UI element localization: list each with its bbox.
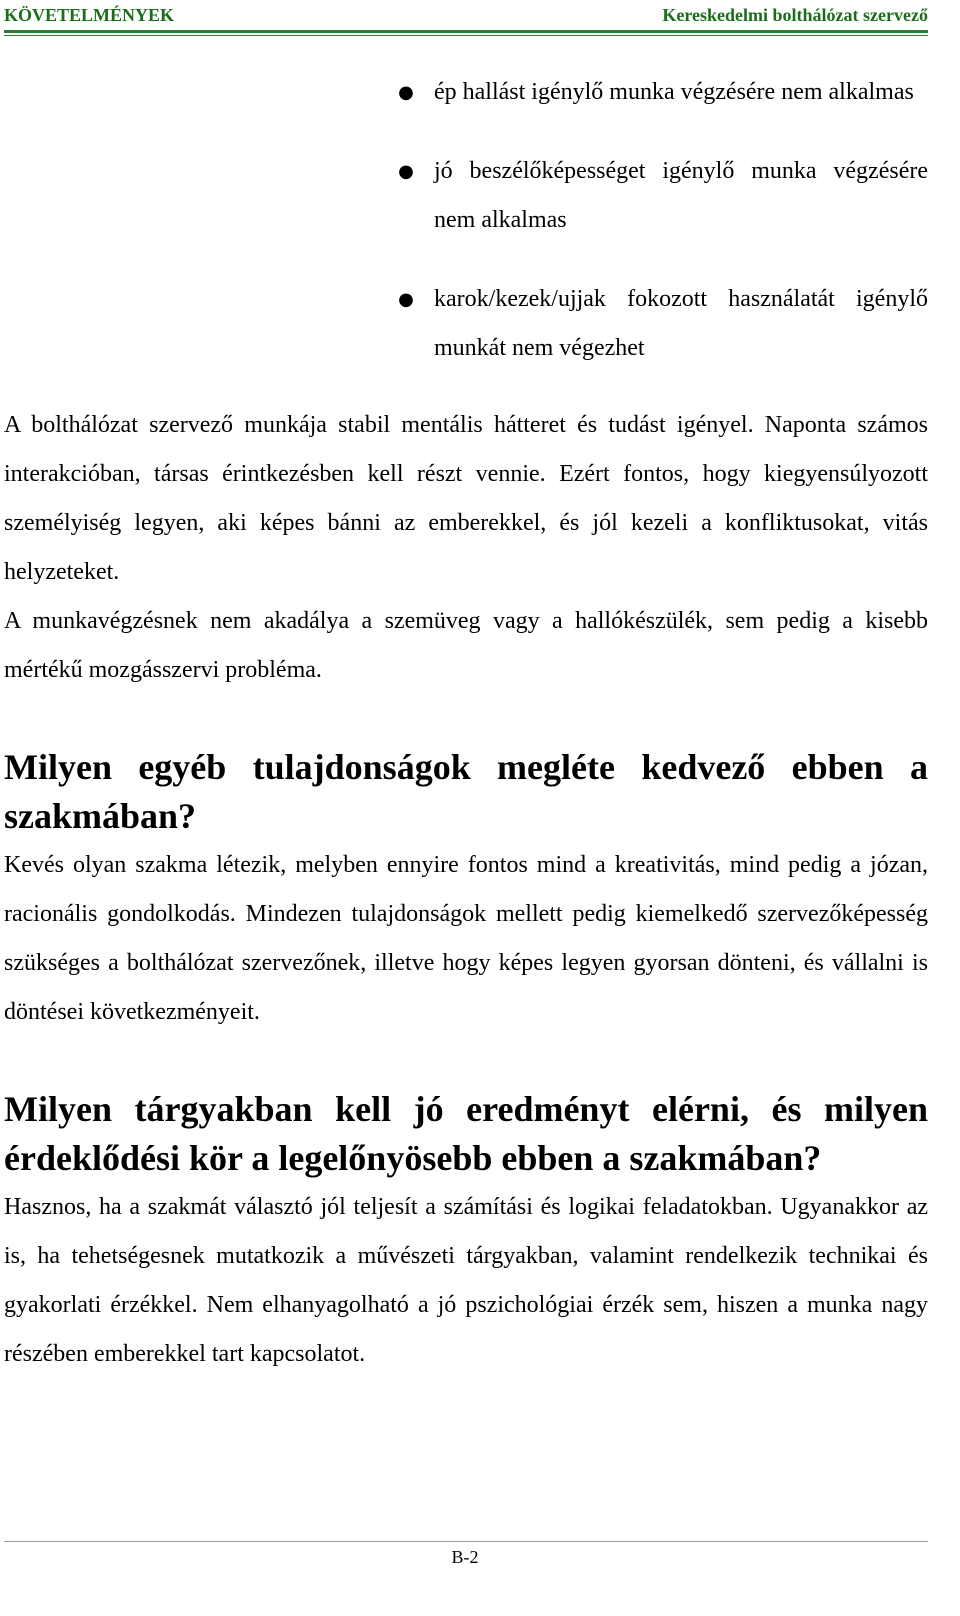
paragraph-other-qualities: Kevés olyan szakma létezik, melyben ennyire fontos mind a kreativitás, mind pedig a józan, racionális gondolkodás. Mindezen tulajdonságok mellett pedig kiemelkedő szervezőképesség szükséges a bolthálózat szervezőnek, illetve hogy képes legyen gyorsan dönteni, és vállalni is döntései következményeit. xyxy=(4,852,928,1025)
header-rule xyxy=(4,30,928,33)
bullet-list xyxy=(4,68,928,373)
list-item xyxy=(398,147,928,245)
list-item xyxy=(398,275,928,373)
footer-rule xyxy=(4,1541,928,1542)
document-body xyxy=(4,68,928,1379)
bullet-icon: ● xyxy=(398,161,414,182)
section-heading-other-qualities: Milyen egyéb tulajdonságok megléte kedvező ebben a szakmában? xyxy=(4,747,928,836)
list-item-text: jó beszélőképességet igénylő munka végzésére nem alkalmas xyxy=(434,158,928,233)
paragraph-mental-background: A bolthálózat szervező munkája stabil mentális hátteret és tudást igényel. Naponta számos interakcióban, társas érintkezésben kell részt vennie. Ezért fontos, hogy kiegyensúlyozott személyiség legyen, aki képes bánni az emberekkel, és jól kezeli a konfliktusokat, vitás helyzeteket. xyxy=(4,412,928,585)
bullet-icon: ● xyxy=(398,289,414,310)
paragraph-subjects-interests: Hasznos, ha a szakmát választó jól teljesít a számítási és logikai feladatokban. Ugyanakkor az is, ha tehetségesnek mutatkozik a művészeti tárgyakban, valamint rendelkezik technikai és gyakorlati érzékkel. Nem elhanyagolható a jó pszichológiai érzék sem, hiszen a munka nagy részében emberekkel tart kapcsolatot. xyxy=(4,1194,928,1367)
header-document-title: Kereskedelmi bolthálózat szervező xyxy=(662,5,928,25)
section-heading-subjects-interests: Milyen tárgyakban kell jó eredményt elérni, és milyen érdeklődési kör a legelőnyösebb ebben a szakmában? xyxy=(4,1089,928,1178)
list-item-text: karok/kezek/ujjak fokozott használatát igénylő munkát nem végezhet xyxy=(434,286,928,361)
section-spacer xyxy=(4,1037,928,1085)
page-number: B-2 xyxy=(451,1547,479,1567)
page-header xyxy=(0,0,960,38)
header-rule-thin xyxy=(4,35,928,36)
header-section-title: KÖVETELMÉNYEK xyxy=(4,5,175,25)
list-item-text: ép hallást igénylő munka végzésére nem alkalmas xyxy=(434,79,914,105)
paragraph-work-limitations: A munkavégzésnek nem akadálya a szemüveg vagy a hallókészülék, sem pedig a kisebb mértékű mozgásszervi probléma. xyxy=(4,608,928,683)
list-item xyxy=(398,68,928,117)
bullet-icon: ● xyxy=(398,82,414,103)
section-spacer xyxy=(4,695,928,743)
